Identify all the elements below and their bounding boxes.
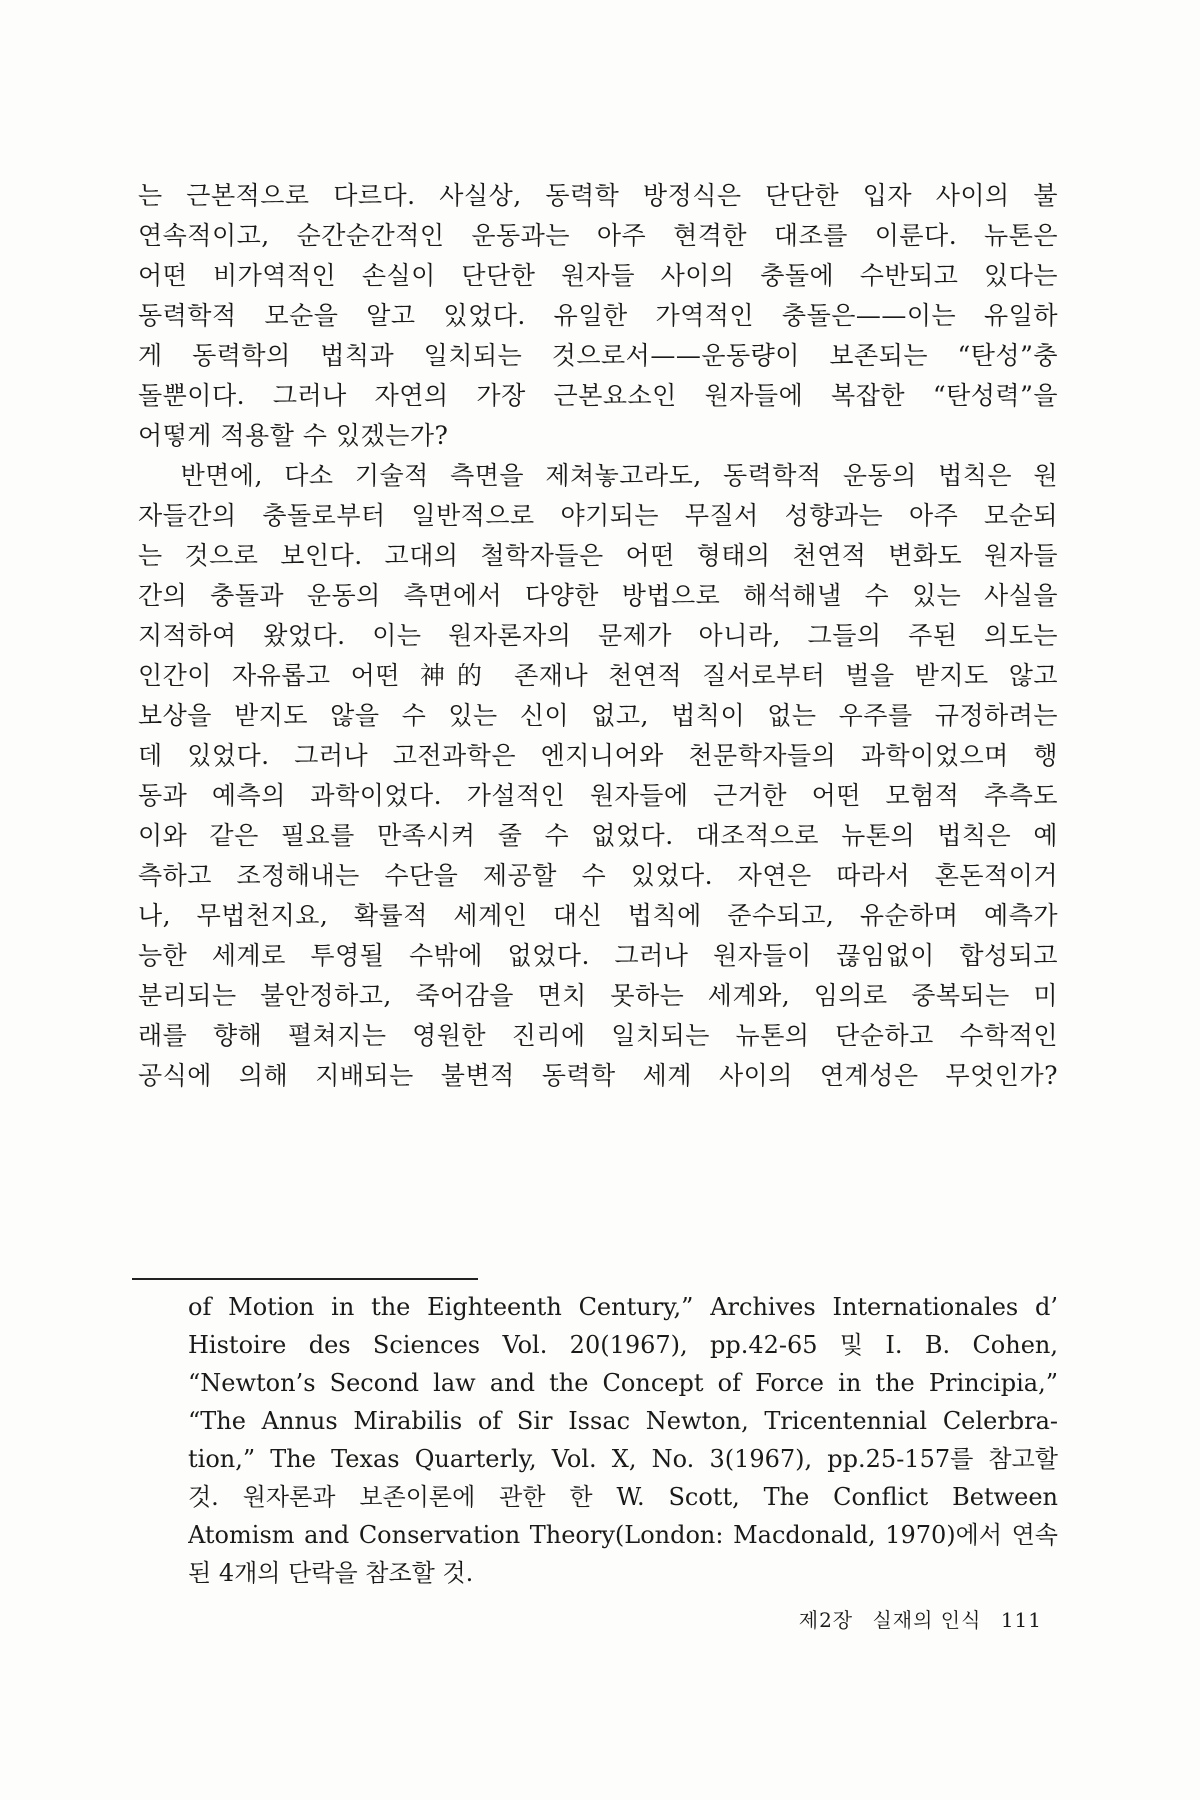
text-line: 데 있었다. 그러나 고전과학은 엔지니어와 천문학자들의 과학이었으며 행 [138, 741, 1058, 770]
text-line: 이와 같은 필요를 만족시켜 줄 수 없었다. 대조적으로 뉴톤의 법칙은 예 [138, 821, 1058, 850]
text-line: 동과 예측의 과학이었다. 가설적인 원자들에 근거한 어떤 모험적 추측도 [138, 781, 1058, 810]
text-line: 연속적이고, 순간순간적인 운동과는 아주 현격한 대조를 이룬다. 뉴톤은 [138, 221, 1058, 250]
text-line: 어떻게 적용할 수 있겠는가? [138, 421, 449, 450]
footnote-line: 것. 원자론과 보존이론에 관한 한 W. Scott, The Conflict Between [188, 1483, 1058, 1511]
chapter-title: 실재의 인식 [872, 1608, 982, 1632]
page-number: 111 [1000, 1608, 1042, 1632]
text-line: 보상을 받지도 않을 수 있는 신이 없고, 법칙이 없는 우주를 규정하려는 [138, 701, 1058, 730]
text-line: 는 것으로 보인다. 고대의 철학자들은 어떤 형태의 천연적 변화도 원자들 [138, 541, 1058, 570]
paragraph-1 [138, 176, 1058, 456]
chapter-label: 제2장 [798, 1608, 854, 1632]
body-text [138, 176, 1058, 1096]
text-line: 인간이 자유롭고 어떤 神的 존재나 천연적 질서로부터 벌을 받지도 않고 [138, 661, 1058, 690]
footnote-line: “The Annus Mirabilis of Sir Issac Newton, Tricentennial Celerbra- [188, 1407, 1058, 1435]
text-line: 래를 향해 펼쳐지는 영원한 진리에 일치되는 뉴톤의 단순하고 수학적인 [138, 1021, 1058, 1050]
text-line: 자들간의 충돌로부터 일반적으로 야기되는 무질서 성향과는 아주 모순되 [138, 501, 1058, 530]
footnote-line: “Newton’s Second law and the Concept of Force in the Principia,” [188, 1369, 1058, 1397]
footnote-line: Histoire des Sciences Vol. 20(1967), pp.42-65 및 I. B. Cohen, [188, 1331, 1058, 1359]
footnote-rule [132, 1278, 478, 1280]
running-footer [780, 1606, 1042, 1634]
text-line: 반면에, 다소 기술적 측면을 제쳐놓고라도, 동력학적 운동의 법칙은 원 [138, 461, 1058, 490]
text-line: 는 근본적으로 다르다. 사실상, 동력학 방정식은 단단한 입자 사이의 불 [138, 181, 1058, 210]
text-line: 게 동력학의 법칙과 일치되는 것으로서——운동량이 보존되는 “탄성”충 [138, 341, 1058, 370]
footnote [188, 1288, 1058, 1592]
text-line: 지적하여 왔었다. 이는 원자론자의 문제가 아니라, 그들의 주된 의도는 [138, 621, 1058, 650]
paragraph-2 [138, 456, 1058, 1096]
text-line: 공식에 의해 지배되는 불변적 동력학 세계 사이의 연계성은 무엇인가? [138, 1061, 1058, 1090]
footnote-line: Atomism and Conservation Theory(London: Macdonald, 1970)에서 연속 [188, 1521, 1058, 1549]
footnote-line: 된 4개의 단락을 참조할 것. [188, 1559, 474, 1587]
text-line: 능한 세계로 투영될 수밖에 없었다. 그러나 원자들이 끊임없이 합성되고 [138, 941, 1058, 970]
text-line: 동력학적 모순을 알고 있었다. 유일한 가역적인 충돌은——이는 유일하 [138, 301, 1058, 330]
text-line: 나, 무법천지요, 확률적 세계인 대신 법칙에 준수되고, 유순하며 예측가 [138, 901, 1058, 930]
text-line: 어떤 비가역적인 손실이 단단한 원자들 사이의 충돌에 수반되고 있다는 [138, 261, 1058, 290]
footnote-line: tion,” The Texas Quarterly, Vol. X, No. 3(1967), pp.25-157를 참고할 [188, 1445, 1058, 1473]
footnote-line: of Motion in the Eighteenth Century,” Archives Internationales d’ [188, 1293, 1058, 1321]
text-line: 측하고 조정해내는 수단을 제공할 수 있었다. 자연은 따라서 혼돈적이거 [138, 861, 1058, 890]
text-line: 간의 충돌과 운동의 측면에서 다양한 방법으로 해석해낼 수 있는 사실을 [138, 581, 1058, 610]
text-line: 돌뿐이다. 그러나 자연의 가장 근본요소인 원자들에 복잡한 “탄성력”을 [138, 381, 1058, 410]
text-line: 분리되는 불안정하고, 죽어감을 면치 못하는 세계와, 임의로 중복되는 미 [138, 981, 1058, 1010]
